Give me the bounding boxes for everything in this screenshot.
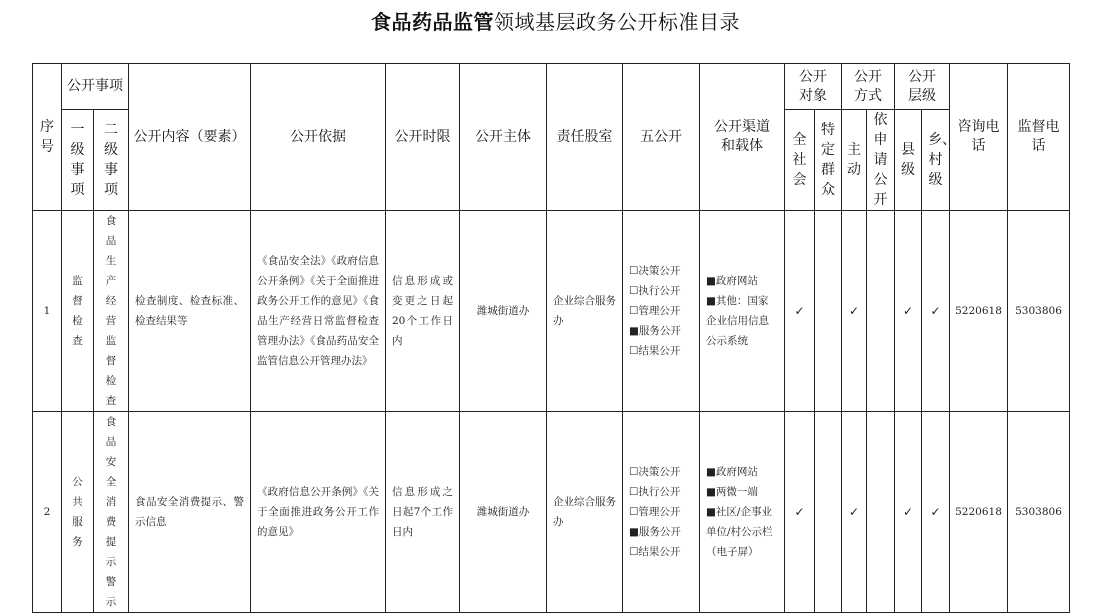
cell-supervise-tel: 5303806 [1008, 412, 1070, 613]
header-level-group: 公开层级 [895, 64, 950, 110]
cell-township: ✓ [922, 211, 950, 412]
header-content: 公开内容（要素） [129, 64, 251, 211]
cell-office: 企业综合服务办 [547, 412, 623, 613]
cell-subject: 潍城街道办 [460, 412, 547, 613]
cell-consult-tel: 5220618 [950, 211, 1008, 412]
header-level1: 一级事项 [62, 110, 94, 211]
header-time-limit: 公开时限 [386, 64, 460, 211]
header-five: 五公开 [623, 64, 700, 211]
cell-level1: 公共服务 [62, 412, 94, 613]
cell-basis: 《食品安全法》《政府信息公开条例》《关于全面推进政务公开工作的意见》《食品生产经营日常监督检查管理办法》《食品药品安全监管信息公开管理办法》 [251, 211, 386, 412]
cell-channel [700, 412, 785, 613]
title-bold: 食品药品监管 [371, 10, 494, 34]
cell-on-request [867, 211, 895, 412]
cell-active: ✓ [842, 211, 867, 412]
header-target-group: 公开对象 [785, 64, 842, 110]
cell-specific [815, 412, 842, 613]
channel-item: ■其他：国家企业信用信息公示系统 [706, 295, 769, 347]
channel-item: ■两微一端 [706, 486, 758, 498]
cell-county: ✓ [895, 211, 922, 412]
title-rest: 领域基层政务公开标准目录 [494, 10, 740, 34]
five-item: ■服务公开 [629, 526, 681, 538]
cell-consult-tel: 5220618 [950, 412, 1008, 613]
table-row [33, 211, 1070, 412]
header-active: 主动 [842, 110, 867, 211]
five-item: ☐决策公开 [629, 466, 681, 478]
cell-all-society: ✓ [785, 211, 815, 412]
channel-item: ■社区/企事业单位/村公示栏（电子屏） [706, 506, 773, 558]
standard-catalog-table [32, 63, 1070, 613]
table-row [33, 412, 1070, 613]
header-all-society: 全社会 [785, 110, 815, 211]
header-office: 责任股室 [547, 64, 623, 211]
header-county: 县级 [895, 110, 922, 211]
cell-subject: 潍城街道办 [460, 211, 547, 412]
cell-all-society: ✓ [785, 412, 815, 613]
five-item: ☐执行公开 [629, 486, 681, 498]
cell-office: 企业综合服务办 [547, 211, 623, 412]
page-title [0, 6, 1111, 35]
five-item: ☐结果公开 [629, 546, 681, 558]
channel-item: ■政府网站 [706, 275, 758, 287]
header-specific: 特定群众 [815, 110, 842, 211]
five-item: ☐管理公开 [629, 506, 681, 518]
header-subject: 公开主体 [460, 64, 547, 211]
cell-seq: 2 [33, 412, 62, 613]
cell-content: 检查制度、检查标准、检查结果等 [129, 211, 251, 412]
header-township: 乡、村级 [922, 110, 950, 211]
header-on-request: 依申请公开 [867, 110, 895, 211]
cell-county: ✓ [895, 412, 922, 613]
cell-content: 食品安全消费提示、警示信息 [129, 412, 251, 613]
cell-time-limit: 信息形成之日起7个工作日内 [386, 412, 460, 613]
five-item: ■服务公开 [629, 325, 681, 337]
header-items-group: 公开事项 [62, 64, 129, 110]
cell-channel [700, 211, 785, 412]
cell-supervise-tel: 5303806 [1008, 211, 1070, 412]
header-seq: 序号 [33, 64, 62, 211]
five-item: ☐结果公开 [629, 345, 681, 357]
cell-five [623, 412, 700, 613]
cell-specific [815, 211, 842, 412]
header-channel: 公开渠道和载体 [700, 64, 785, 211]
five-item: ☐执行公开 [629, 285, 681, 297]
cell-five [623, 211, 700, 412]
cell-on-request [867, 412, 895, 613]
cell-seq: 1 [33, 211, 62, 412]
cell-level2: 食品生产经营监督检查 [94, 211, 129, 412]
header-supervise-tel: 监督电话 [1008, 64, 1070, 211]
header-method-group: 公开方式 [842, 64, 895, 110]
five-item: ☐管理公开 [629, 305, 681, 317]
header-level2: 二级事项 [94, 110, 129, 211]
cell-level2: 食品安全消费提示警示 [94, 412, 129, 613]
cell-basis: 《政府信息公开条例》《关于全面推进政务公开工作的意见》 [251, 412, 386, 613]
channel-item: ■政府网站 [706, 466, 758, 478]
cell-level1: 监督检查 [62, 211, 94, 412]
cell-active: ✓ [842, 412, 867, 613]
header-basis: 公开依据 [251, 64, 386, 211]
cell-time-limit: 信息形成或变更之日起20个工作日内 [386, 211, 460, 412]
five-item: ☐决策公开 [629, 265, 681, 277]
cell-township: ✓ [922, 412, 950, 613]
header-consult-tel: 咨询电话 [950, 64, 1008, 211]
